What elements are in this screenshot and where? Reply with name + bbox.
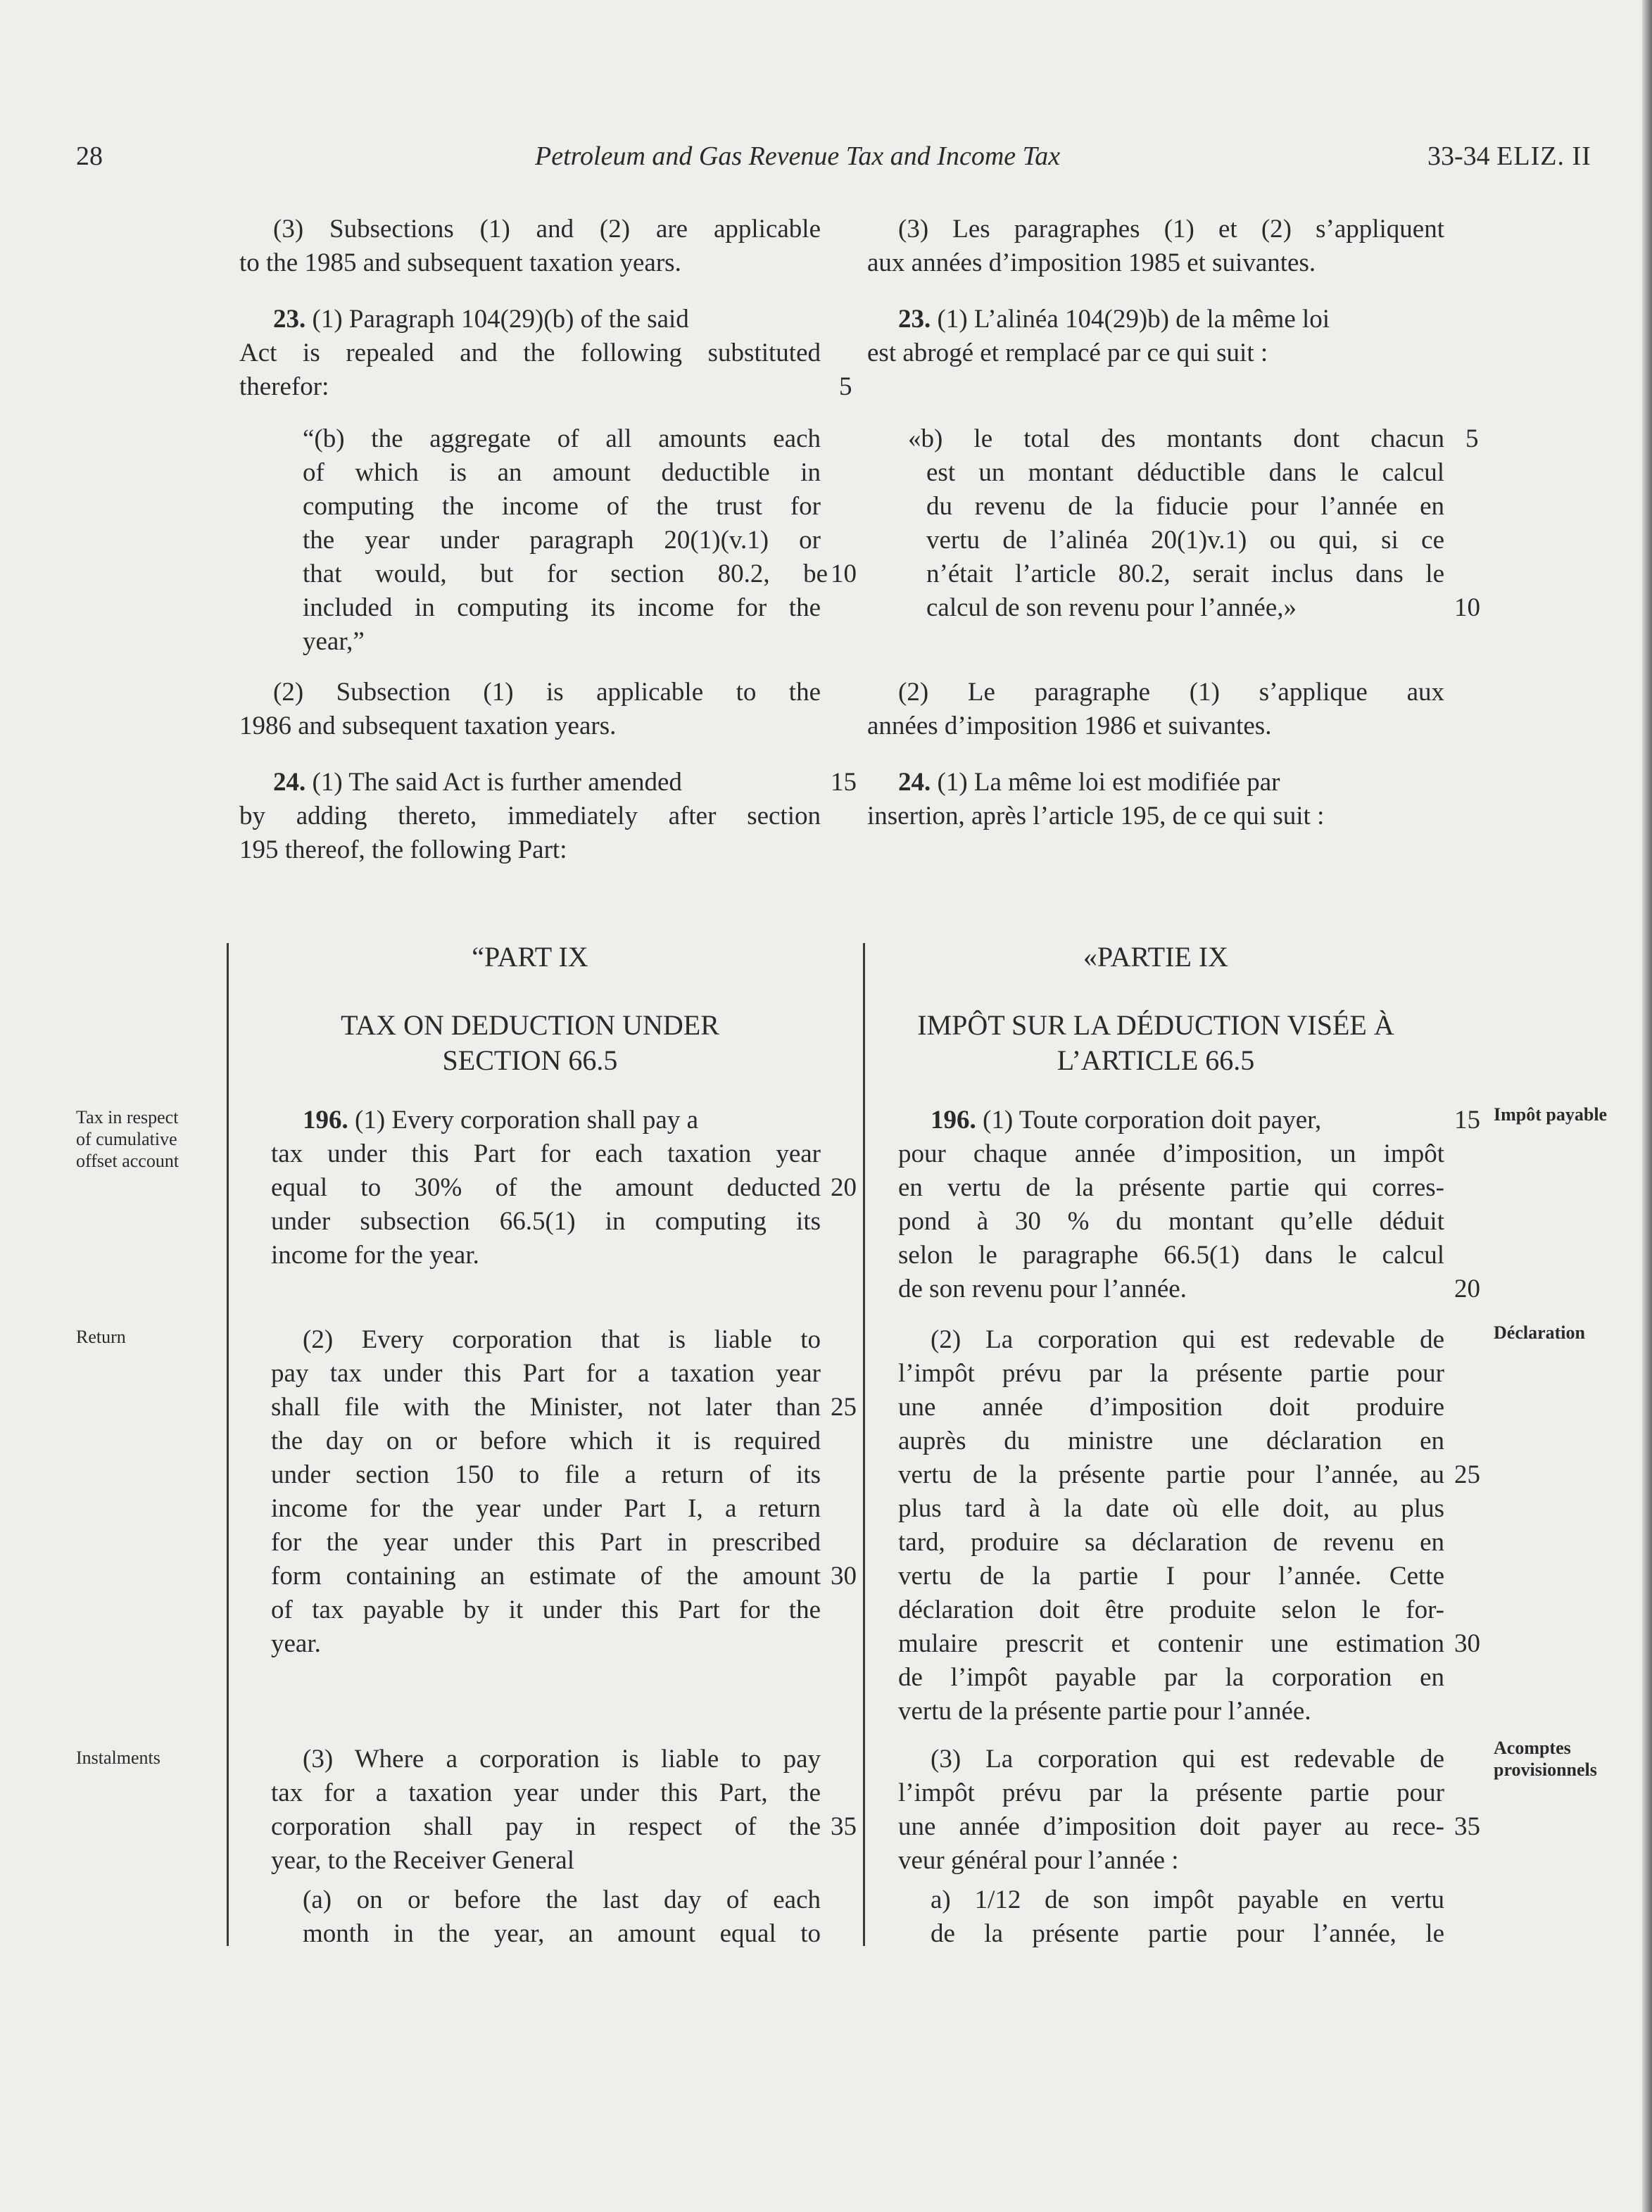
- fr-s196-2-line-2: l’impôt prévu par la présente partie pour: [898, 1359, 1444, 1388]
- fr-s196-2-line-7: tard, produire sa déclaration de revenu en: [898, 1528, 1444, 1557]
- fr-s196-3a-line-2: de la présente partie pour l’année, le: [931, 1919, 1444, 1948]
- fr-s196-1-line-4: pond à 30 % du montant qu’elle déduit: [898, 1207, 1444, 1236]
- fr-s196-number: 196.: [931, 1106, 976, 1135]
- fr-s24-1-line-2: insertion, après l’article 195, de ce qui suit :: [867, 802, 1325, 830]
- en-s196-3a-line-2: month in the year, an amount equal to: [303, 1919, 821, 1948]
- en-s196-2-line-6: income for the year under Part I, a return: [271, 1494, 821, 1523]
- fr-s196-1-text-1: (1) Toute corporation doit payer,: [983, 1106, 1322, 1135]
- en-s23-quote-line-5: that would, but for section 80.2, be: [303, 560, 828, 588]
- en-s196-3-line-1: (3) Where a corporation is liable to pay: [303, 1745, 821, 1774]
- en-s196-3a-line-1: (a) on or before the last day of each: [303, 1885, 821, 1914]
- en-s23-quote-line-2: of which is an amount deductible in: [303, 458, 821, 487]
- fr-s196-1-line-1: [931, 1104, 1444, 1137]
- en-s24-1-text-1: (1) The said Act is further amended: [312, 768, 682, 797]
- fr-s196-2-line-10: mulaire prescrit et contenir une estimation: [898, 1629, 1444, 1658]
- en-s196-2-line-9: of tax payable by it under this Part for the: [271, 1595, 821, 1624]
- fr-s196-1-line-3: en vertu de la présente partie qui corres-: [898, 1173, 1444, 1202]
- fr-s23-2-line-2: années d’imposition 1986 et suivantes.: [867, 712, 1272, 740]
- en-part-subtitle-1: TAX ON DEDUCTION UNDER: [341, 1009, 719, 1041]
- fr-line-number-20: 20: [1454, 1275, 1480, 1303]
- en-line-number-30: 30: [831, 1562, 857, 1591]
- regnal-prefix: 33-34: [1427, 141, 1497, 171]
- fr-s23-1-line-1: [898, 303, 1444, 336]
- fr-line-number-30: 30: [1454, 1629, 1480, 1658]
- margin-note-tax-in-respect: [76, 1106, 179, 1172]
- en-line-number-5: 5: [839, 372, 852, 401]
- fr-s23-2-line-1: (2) Le paragraphe (1) s’applique aux: [898, 678, 1444, 707]
- en-s24-1-line-3: 195 thereof, the following Part:: [239, 835, 567, 864]
- en-part-title: “PART IX: [472, 941, 588, 973]
- en-s196-2-line-10: year.: [271, 1629, 321, 1658]
- fr-line-number-10: 10: [1454, 593, 1480, 622]
- en-s196-3-line-4: year, to the Receiver General: [271, 1846, 574, 1875]
- fr-s196-2-line-3: une année d’imposition doit produire: [898, 1393, 1444, 1422]
- margin-note-line: of cumulative: [76, 1129, 177, 1149]
- en-s196-2-line-4: the day on or before which it is required: [271, 1427, 821, 1455]
- fr-s23-quote-line-1: «b) le total des montants dont chacun: [908, 424, 1444, 453]
- regnal-year: [1427, 141, 1591, 172]
- fr-s23-1-line-2: est abrogé et remplacé par ce qui suit :: [867, 339, 1268, 367]
- fr-s196-3-line-3: une année d’imposition doit payer au rece-: [898, 1812, 1444, 1841]
- fr-s23-quote-line-5: n’était l’article 80.2, serait inclus dans le: [926, 560, 1444, 588]
- en-line-number-10: 10: [831, 560, 857, 588]
- en-s196-2-line-2: pay tax under this Part for a taxation year: [271, 1359, 821, 1388]
- fr-s196-2-line-6: plus tard à la date où elle doit, au plus: [898, 1494, 1444, 1523]
- margin-note-line: Acomptes: [1494, 1738, 1571, 1758]
- en-s22-3-line-1: (3) Subsections (1) and (2) are applicable: [273, 215, 821, 244]
- en-s23-number: 23.: [273, 305, 306, 334]
- en-s23-2-line-1: (2) Subsection (1) is applicable to the: [273, 678, 821, 707]
- running-title: Petroleum and Gas Revenue Tax and Income Tax: [535, 141, 1061, 171]
- fr-s23-1-text-1: (1) L’alinéa 104(29)b) de la même loi: [937, 305, 1330, 334]
- margin-note-impot-payable: Impôt payable: [1494, 1104, 1608, 1125]
- en-line-number-20: 20: [831, 1173, 857, 1202]
- center-vertical-rule: [863, 943, 865, 1946]
- fr-s196-2-line-5: vertu de la présente partie pour l’année, au: [898, 1460, 1444, 1489]
- en-line-number-35: 35: [831, 1812, 857, 1841]
- en-s196-1-text-1: (1) Every corporation shall pay a: [355, 1106, 699, 1135]
- fr-s196-1-line-5: selon le paragraphe 66.5(1) dans le calcul: [898, 1241, 1444, 1270]
- en-s22-3-line-2: to the 1985 and subsequent taxation years.: [239, 248, 681, 277]
- fr-line-number-15: 15: [1454, 1106, 1480, 1135]
- en-s23-quote-line-7: year,”: [303, 627, 365, 656]
- en-s23-1-line-2: Act is repealed and the following substituted: [239, 339, 821, 367]
- en-s23-1-text-1: (1) Paragraph 104(29)(b) of the said: [312, 305, 689, 334]
- fr-s196-1-line-6: de son revenu pour l’année.: [898, 1275, 1187, 1303]
- en-s23-1-line-3: therefor:: [239, 372, 329, 401]
- en-line-number-25: 25: [831, 1393, 857, 1422]
- margin-note-line: provisionnels: [1494, 1759, 1597, 1780]
- en-s196-1-line-2: tax under this Part for each taxation year: [271, 1139, 821, 1168]
- margin-note-declaration: Déclaration: [1494, 1322, 1585, 1343]
- fr-s23-quote-line-3: du revenu de la fiducie pour l’année en: [926, 492, 1444, 521]
- fr-s196-3-line-2: l’impôt prévu par la présente partie pour: [898, 1778, 1444, 1807]
- en-s196-number: 196.: [303, 1106, 348, 1135]
- en-s24-number: 24.: [273, 768, 306, 797]
- fr-s196-3-line-1: (3) La corporation qui est redevable de: [931, 1745, 1444, 1774]
- margin-note-instalments: Instalments: [76, 1748, 160, 1768]
- fr-s196-2-line-12: vertu de la présente partie pour l’année.: [898, 1697, 1311, 1726]
- fr-s196-2-line-1: (2) La corporation qui est redevable de: [931, 1325, 1444, 1354]
- en-s23-1-line-1: [273, 303, 821, 336]
- fr-s22-3-line-2: aux années d’imposition 1985 et suivantes.: [867, 248, 1316, 277]
- fr-s22-3-line-1: (3) Les paragraphes (1) et (2) s’appliquent: [898, 215, 1444, 244]
- en-s23-quote-line-1: “(b) the aggregate of all amounts each: [303, 424, 821, 453]
- en-s23-quote-line-3: computing the income of the trust for: [303, 492, 821, 521]
- fr-s24-number: 24.: [898, 768, 931, 797]
- fr-s196-3-line-4: veur général pour l’année :: [898, 1846, 1179, 1875]
- fr-part-subtitle-1: IMPÔT SUR LA DÉDUCTION VISÉE À: [917, 1009, 1394, 1041]
- en-s196-1-line-1: [303, 1104, 821, 1137]
- en-line-number-15: 15: [831, 768, 857, 797]
- fr-s23-quote-line-2: est un montant déductible dans le calcul: [926, 458, 1444, 487]
- en-s23-2-line-2: 1986 and subsequent taxation years.: [239, 712, 617, 740]
- fr-s196-2-line-11: de l’impôt payable par la corporation en: [898, 1663, 1444, 1692]
- page-edge-shadow: [1642, 0, 1652, 2212]
- en-s23-quote-line-6: included in computing its income for the: [303, 593, 821, 622]
- fr-s196-2-line-8: vertu de la partie I pour l’année. Cette: [898, 1562, 1444, 1591]
- en-s196-2-line-8: form containing an estimate of the amount: [271, 1562, 821, 1591]
- regnal-word: ELIZ. II: [1496, 141, 1591, 171]
- en-s196-3-line-2: tax for a taxation year under this Part, the: [271, 1778, 821, 1807]
- en-s196-1-line-5: income for the year.: [271, 1241, 479, 1270]
- en-part-subtitle-2: SECTION 66.5: [442, 1044, 618, 1076]
- fr-part-subtitle-2: L’ARTICLE 66.5: [1057, 1044, 1255, 1076]
- page-number: 28: [76, 141, 103, 171]
- fr-s23-quote-line-6: calcul de son revenu pour l’année,»: [926, 593, 1297, 622]
- fr-part-title: «PARTIE IX: [1083, 941, 1229, 973]
- en-s196-2-line-5: under section 150 to file a return of its: [271, 1460, 821, 1489]
- fr-s24-1-line-1: [898, 766, 1444, 800]
- fr-s196-3a-line-1: a) 1/12 de son impôt payable en vertu: [931, 1885, 1444, 1914]
- margin-note-acomptes: [1494, 1737, 1597, 1781]
- margin-note-return: Return: [76, 1327, 126, 1347]
- en-s24-1-line-1: [273, 766, 829, 800]
- left-vertical-rule: [227, 943, 229, 1946]
- margin-note-line: offset account: [76, 1151, 179, 1171]
- en-s24-1-line-2: by adding thereto, immediately after section: [239, 802, 821, 830]
- en-s196-3-line-3: corporation shall pay in respect of the: [271, 1812, 821, 1841]
- en-s23-quote-line-4: the year under paragraph 20(1)(v.1) or: [303, 526, 821, 555]
- fr-s23-quote-line-4: vertu de l’alinéa 20(1)v.1) ou qui, si ce: [926, 526, 1444, 555]
- fr-s196-1-line-2: pour chaque année d’imposition, un impôt: [898, 1139, 1444, 1168]
- en-s196-2-line-3: shall file with the Minister, not later than: [271, 1393, 821, 1422]
- margin-note-line: Tax in respect: [76, 1107, 179, 1127]
- fr-line-number-25: 25: [1454, 1460, 1480, 1489]
- fr-s23-number: 23.: [898, 305, 931, 334]
- en-s196-2-line-1: (2) Every corporation that is liable to: [303, 1325, 821, 1354]
- fr-line-number-35: 35: [1454, 1812, 1480, 1841]
- en-s196-2-line-7: for the year under this Part in prescribed: [271, 1528, 821, 1557]
- en-s196-1-line-4: under subsection 66.5(1) in computing its: [271, 1207, 821, 1236]
- fr-s196-2-line-9: déclaration doit être produite selon le for-: [898, 1595, 1444, 1624]
- fr-s24-1-text-1: (1) La même loi est modifiée par: [937, 768, 1280, 797]
- fr-line-number-5: 5: [1465, 424, 1479, 453]
- en-s196-1-line-3: equal to 30% of the amount deducted: [271, 1173, 821, 1202]
- fr-s196-2-line-4: auprès du ministre une déclaration en: [898, 1427, 1444, 1455]
